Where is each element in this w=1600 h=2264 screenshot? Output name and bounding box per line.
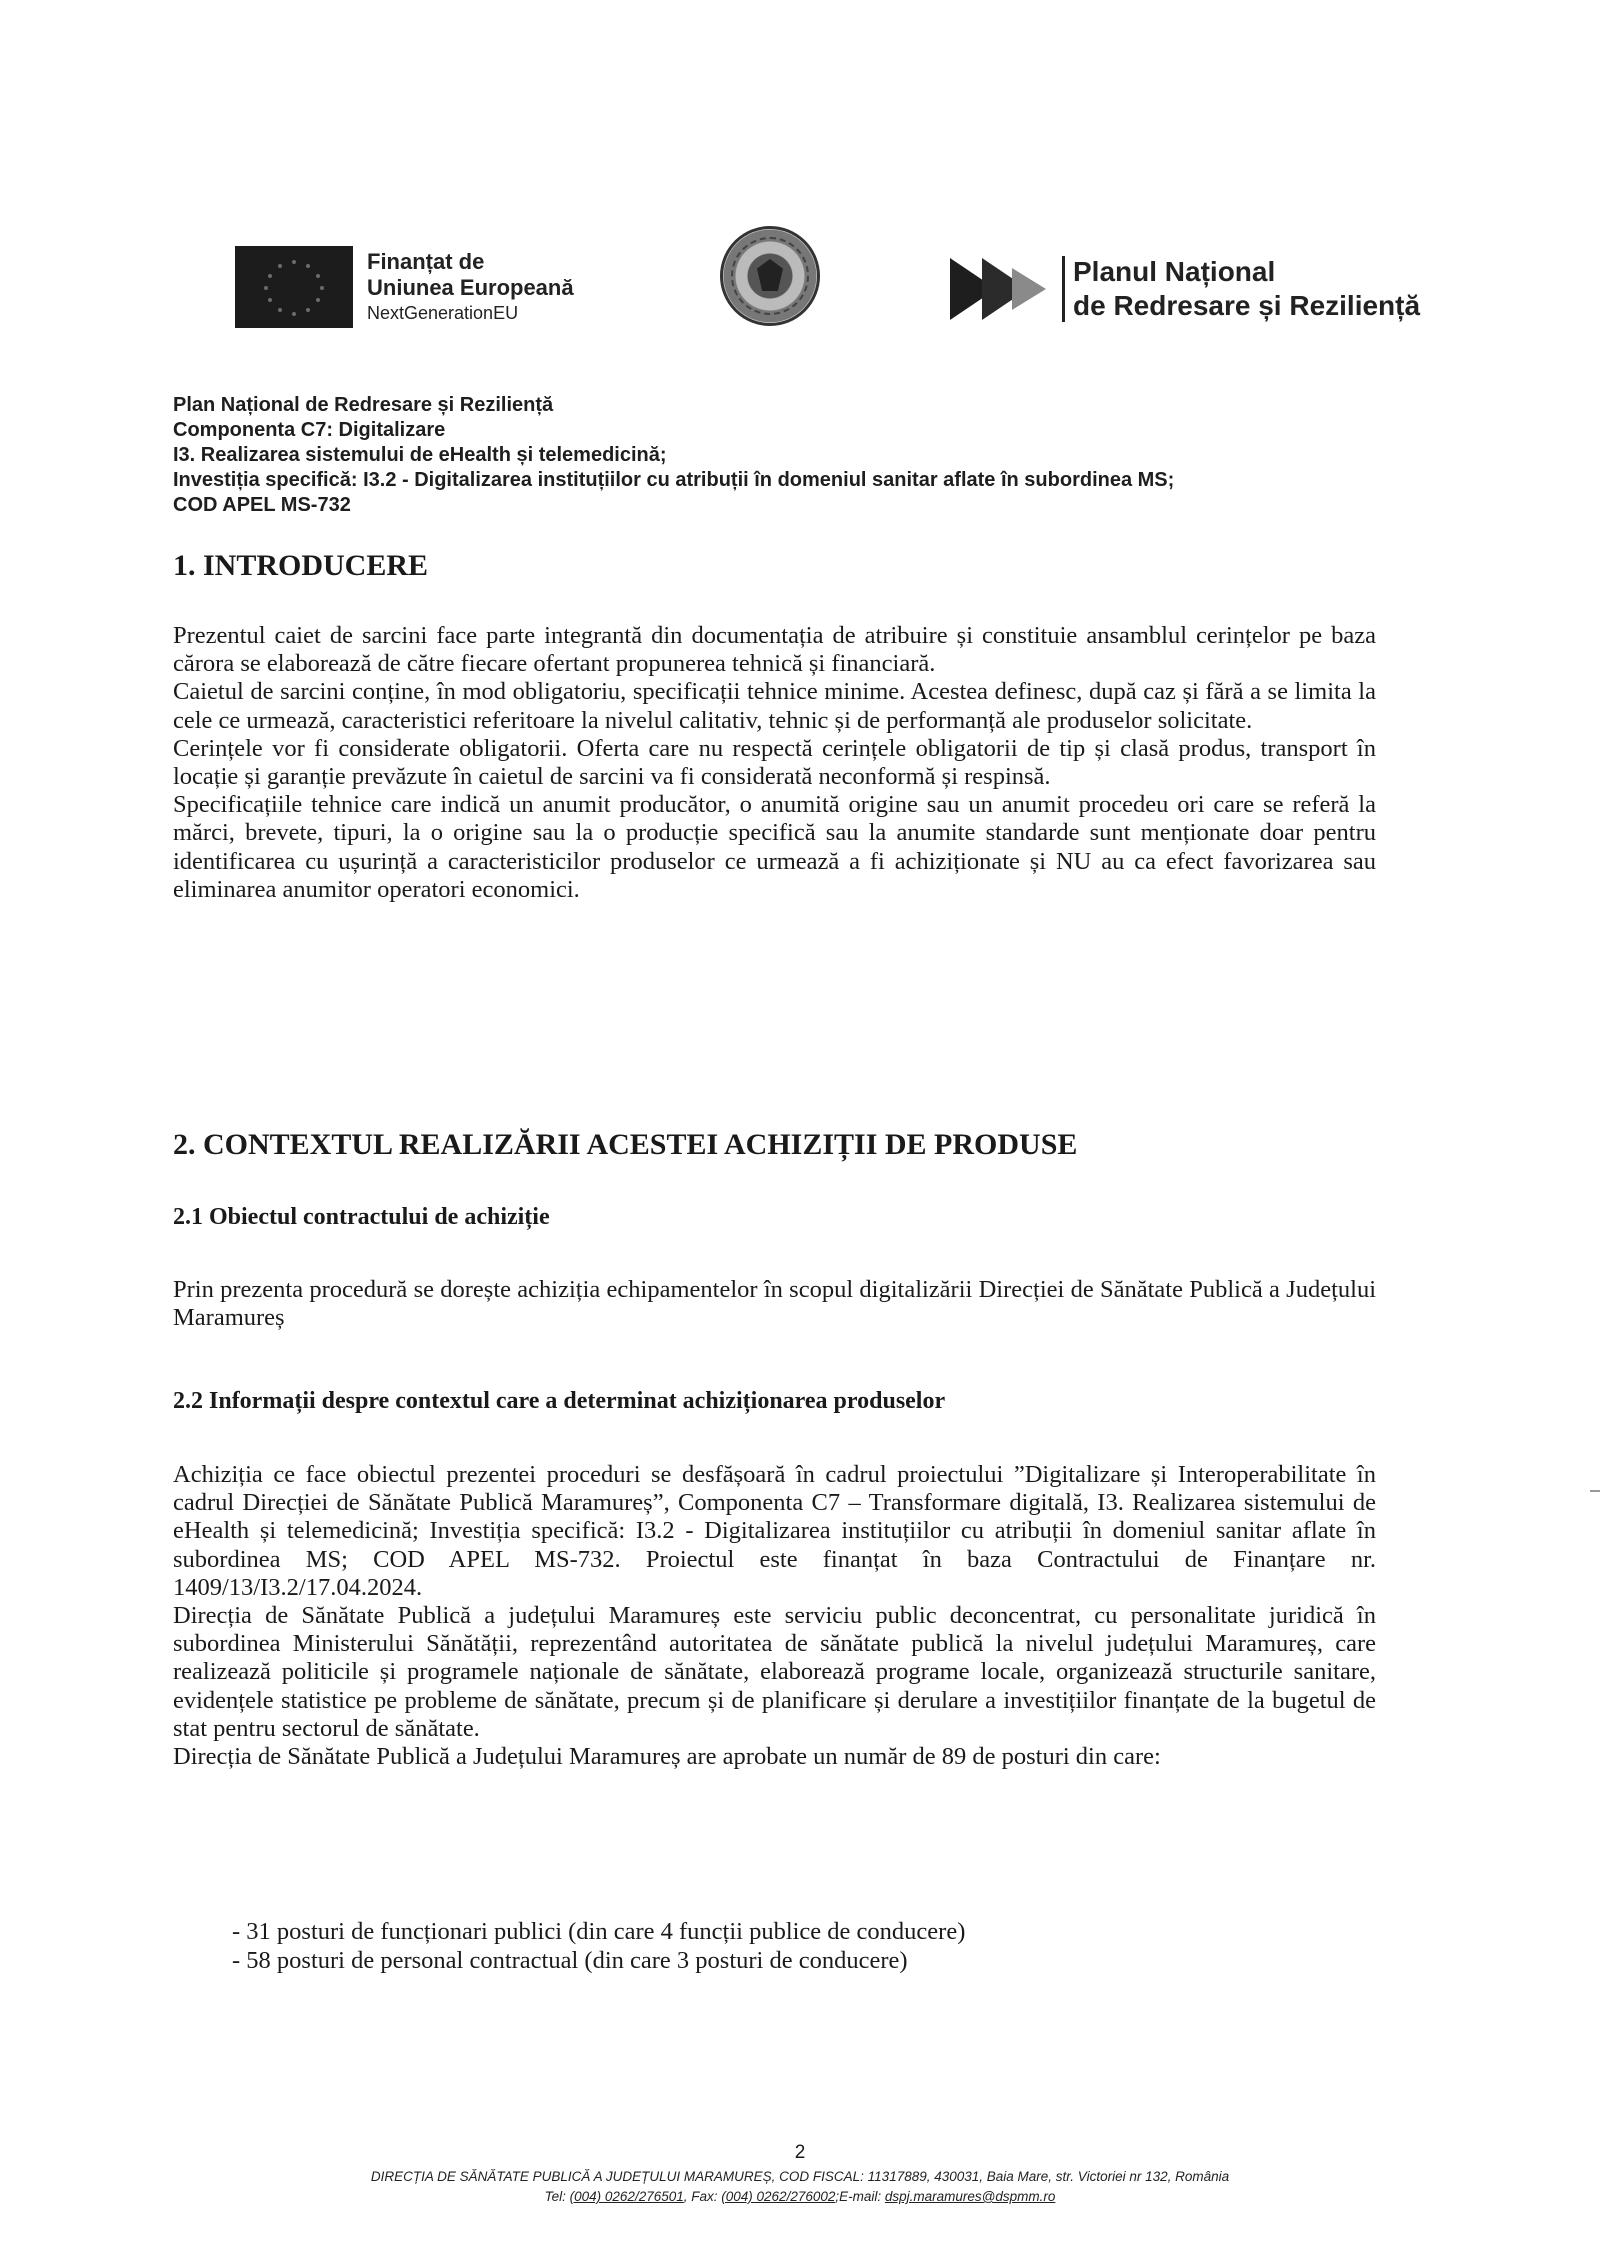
fax-label: , Fax: (683, 2189, 722, 2204)
paragraph: Direcția de Sănătate Publică a județului Maramureș este serviciu public deconcentrat, cu personalitate juridică în subordinea Ministerului Sănătății, reprezentând autoritatea de sănătate publică la nivelul județului Maramureș, care realizează politicile și programele naționale de sănătate, elaborează programe locale, organizează structurile sanitare, evidențele statistice pe probleme de sănătate, precum și de planificare și derulare a investițiilor finanțate de la bugetul de stat pentru sectorul de sănătate. (173, 1602, 1376, 1742)
program-line: Plan Național de Redresare și Reziliență (173, 394, 554, 416)
eu-funding-logo (235, 246, 574, 328)
section-2-1-body (173, 1276, 1376, 1332)
romanian-government-seal-icon (720, 226, 820, 326)
paragraph: Caietul de sarcini conține, în mod obligatoriu, specificații tehnice minime. Acestea definesc, după caz și fără a se limita la cele ce urmează, caracteristici referitoare la nivelul calitativ, tehnic și de performanță ale produselor solicitate. (173, 678, 1376, 734)
program-info (173, 393, 1174, 518)
eu-flag-icon (235, 246, 353, 328)
fax-number: (004) 0262/276002 (721, 2189, 836, 2204)
pnrr-divider (1062, 256, 1065, 322)
eu-logo-line3: NextGenerationEU (367, 303, 519, 323)
tel-label: Tel: (544, 2189, 570, 2204)
email-label: ;E-mail: (835, 2189, 885, 2204)
paragraph: Cerințele vor fi considerate obligatorii. Oferta care nu respectă cerințele obligatorii de tip și clasă produs, transport în locație și garanție prevăzute în caietul de sarcini va fi considerată neconformă și respinsă. (173, 734, 1376, 791)
eu-logo-line2: Uniunea Europeană (367, 275, 574, 300)
section-1-heading: 1. INTRODUCERE (173, 549, 429, 582)
page-number: 2 (794, 2142, 806, 2163)
section-2-2-body (173, 1461, 1376, 1771)
list-item: - 58 posturi de personal contractual (din care 3 posturi de conducere) (232, 1947, 908, 1974)
pnrr-arrows-icon (950, 254, 1060, 324)
paragraph: Prezentul caiet de sarcini face parte integrantă din documentația de atribuire și constituie ansamblul cerințelor pe baza cărora se elaborează de către fiecare ofertant propunerea tehnică și financiară. (173, 622, 1376, 678)
list-item: - 31 posturi de funcționari publici (din care 4 funcții publice de conducere) (232, 1918, 966, 1945)
scan-edge-mark (1590, 1490, 1600, 1492)
footer-address: DIRECȚIA DE SĂNĂTATE PUBLICĂ A JUDEȚULUI MARAMUREȘ, COD FISCAL: 11317889, 430031, Baia Mare, str. Victoriei nr 132, România (370, 2169, 1230, 2184)
paragraph: Direcția de Sănătate Publică a Județului Maramureș are aprobate un număr de 89 de posturi din care: (173, 1743, 1161, 1771)
email-link[interactable]: dspj.maramures@dspmm.ro (884, 2189, 1056, 2204)
program-line: Componenta C7: Digitalizare (173, 419, 446, 441)
footer-contacts (0, 2189, 1600, 2204)
paragraph: Specificațiile tehnice care indică un anumit producător, o anumită origine sau un anumit procedeu ori care se referă la mărci, brevete, tipuri, la o origine sau la o producție specifică sau la anumite standarde sunt menționate doar pentru identificarea cu ușurință a caracteristicilor produselor ce urmează a fi achiziționate și NU au ca efect favorizarea sau eliminarea anumitor operatori economici. (173, 791, 1376, 903)
section-2-2-heading: 2.2 Informații despre contextul care a determinat achiziționarea produselor (173, 1388, 946, 1414)
paragraph: Prin prezenta procedură se dorește achiziția echipamentelor în scopul digitalizării Direcției de Sănătate Publică a Județului Maramureș (173, 1276, 1376, 1332)
section-1-body (173, 622, 1376, 904)
program-line: I3. Realizarea sistemului de eHealth și telemedicină; (173, 444, 667, 466)
pnrr-logo-line2: de Redresare și Reziliență (1073, 290, 1421, 321)
pnrr-logo (950, 254, 1420, 324)
section-2-heading: 2. CONTEXTUL REALIZĂRII ACESTEI ACHIZIȚII DE PRODUSE (173, 1128, 1078, 1161)
program-line: COD APEL MS-732 (173, 494, 351, 516)
tel-number: (004) 0262/276501 (569, 2189, 684, 2204)
pnrr-logo-line1: Planul Național (1073, 256, 1276, 287)
posts-list (232, 1917, 965, 1975)
section-2-1-heading: 2.1 Obiectul contractului de achiziție (173, 1204, 550, 1230)
paragraph: Achiziția ce face obiectul prezentei proceduri se desfășoară în cadrul proiectului ”Digitalizare și Interoperabilitate în cadrul Direcției de Sănătate Publică Maramureș”, Componenta C7 – Transformare digitală, I3. Realizarea sistemului de eHealth și telemedicină; Investiția specifică: I3.2 - Digitalizarea instituțiilor cu atribuții în domeniul sanitar aflate în subordinea MS; COD APEL MS-732. Proiectul este finanțat în baza Contractului de Finanțare nr. 1409/13/I3.2/17.04.2024. (173, 1461, 1376, 1601)
program-line: Investiția specifică: I3.2 - Digitalizarea instituțiilor cu atribuții în domeniul sanitar aflate în subordinea MS; (173, 469, 1175, 491)
eu-logo-line1: Finanțat de (367, 249, 485, 274)
